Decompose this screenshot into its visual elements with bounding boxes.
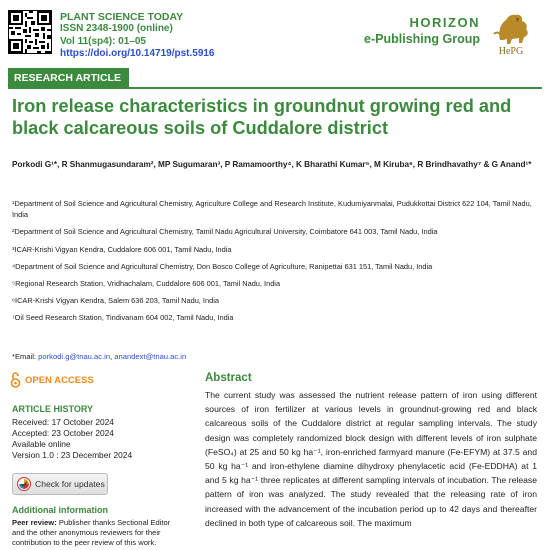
journal-name: PLANT SCIENCE TODAY bbox=[60, 11, 184, 23]
open-access-label: OPEN ACCESS bbox=[25, 374, 94, 386]
affiliation-item: ⁷Oil Seed Research Station, Tindivanam 604 002, Tamil Nadu, India bbox=[12, 313, 234, 323]
qr-code bbox=[8, 10, 52, 54]
open-access-badge bbox=[10, 372, 94, 388]
accepted-date: Accepted: 23 October 2024 bbox=[12, 428, 114, 438]
email-link-2[interactable]: anandext@tnau.ac.in bbox=[114, 352, 187, 361]
article-sidebar bbox=[12, 404, 180, 547]
abstract-heading: Abstract bbox=[205, 372, 252, 384]
abstract-section bbox=[205, 372, 537, 530]
article-type-bar bbox=[8, 68, 542, 89]
article-type-label: RESEARCH ARTICLE bbox=[8, 68, 129, 89]
affiliation-item: ⁵Regional Research Station, Vridhachalam, Cuddalore 606 001, Tamil Nadu, India bbox=[12, 279, 281, 289]
logo-label: HePG bbox=[498, 46, 524, 57]
journal-issn: ISSN 2348-1900 (online) bbox=[60, 23, 173, 35]
email-link-1[interactable]: porkodi.g@tnau.ac.in bbox=[38, 352, 111, 361]
email-label: *Email: bbox=[12, 352, 39, 361]
affiliation-item: ⁶ICAR-Krishi Vigyan Kendra, Salem 636 203, Tamil Nadu, India bbox=[12, 296, 219, 306]
affiliation-item: ⁴Department of Soil Science and Agricultural Chemistry, Don Bosco College of Agriculture, Ranipettai 631 151, Tamil Nadu, India bbox=[12, 261, 433, 271]
check-updates-icon bbox=[17, 477, 31, 491]
check-updates-label: Check for updates bbox=[35, 478, 105, 489]
affiliation-item: ³ICAR-Krishi Vigyan Kendra, Cuddalore 606 001, Tamil Nadu, India bbox=[12, 244, 232, 254]
affiliation-item: ¹Department of Soil Science and Agricultural Chemistry, Agriculture College and Research Institute, Kudumiyanmalai, Pudukkottai District 622 104, Tamil Nadu, India bbox=[12, 199, 532, 220]
open-lock-icon bbox=[10, 372, 21, 388]
journal-doi-link[interactable]: https://doi.org/10.14719/pst.5916 bbox=[60, 48, 215, 60]
affiliation-list bbox=[12, 198, 540, 330]
article-history-heading: ARTICLE HISTORY bbox=[12, 404, 94, 414]
article-title: Iron release characteristics in groundnut growing red and black calcareous soils of Cuddalore district bbox=[12, 96, 512, 138]
received-date: Received: 17 October 2024 bbox=[12, 417, 114, 427]
version-date: Version 1.0 : 23 December 2024 bbox=[12, 450, 133, 460]
email-separator: , bbox=[110, 352, 115, 361]
available-online: Available online bbox=[12, 439, 71, 449]
journal-volume: Vol 11(sp4): 01–05 bbox=[60, 35, 146, 47]
affiliation-item: ²Department of Soil Science and Agricultural Chemistry, Tamil Nadu Agricultural University, Coimbatore 641 003, Tamil Nadu, India bbox=[12, 227, 438, 237]
additional-info-heading: Additional information bbox=[12, 505, 108, 515]
abstract-text: The current study was assessed the nutrient release pattern of iron using different sources of iron fertilizer at various levels in groundnut-growing red and black calcareous soils of the Cuddalore district at regular sampling intervals. The study design was completely randomized block design with different levels of iron sulphate (FeSO₄) at 25 and 50 kg ha⁻¹, iron-enriched farmyard manure (Fe-EFYM) at 37.5 and 50 kg ha⁻¹ and iron-ethylene diamine dihydroxy phenylacetic acid (Fe-EDDHA) at 1 and 5 kg ha⁻¹ three replicates at different sampling intervals of incubation. The release pattern of iron was analyzed. The study revealed that the releasing rate of iron increased with the advancement of the incubation period up to 42 days and thereafter declined in both type of calcareous soil. The maximum bbox=[205, 390, 537, 528]
lion-logo-icon bbox=[486, 10, 536, 48]
publisher-subtitle: e-Publishing Group bbox=[364, 32, 480, 46]
author-list: Porkodi G¹*, R Shanmugasundaram², MP Sugumaran³, P Ramamoorthy⁴, K Bharathi Kumar⁵, M Kiruba⁶, R Brindhavathy⁷ & G Anand¹* bbox=[12, 160, 532, 169]
publisher-name: HORIZON bbox=[409, 15, 480, 30]
journal-info bbox=[60, 11, 215, 61]
check-for-updates-button[interactable] bbox=[12, 473, 108, 495]
corresponding-email bbox=[12, 352, 186, 361]
peer-review-label: Peer review: bbox=[12, 518, 57, 527]
peer-review-note bbox=[12, 518, 180, 547]
peer-review-text: Publisher thanks Sectional Editor and the other anonymous reviewers for their contribution to the peer review of this work. bbox=[12, 518, 171, 547]
publisher-info bbox=[364, 15, 480, 47]
publisher-logo bbox=[486, 10, 536, 58]
